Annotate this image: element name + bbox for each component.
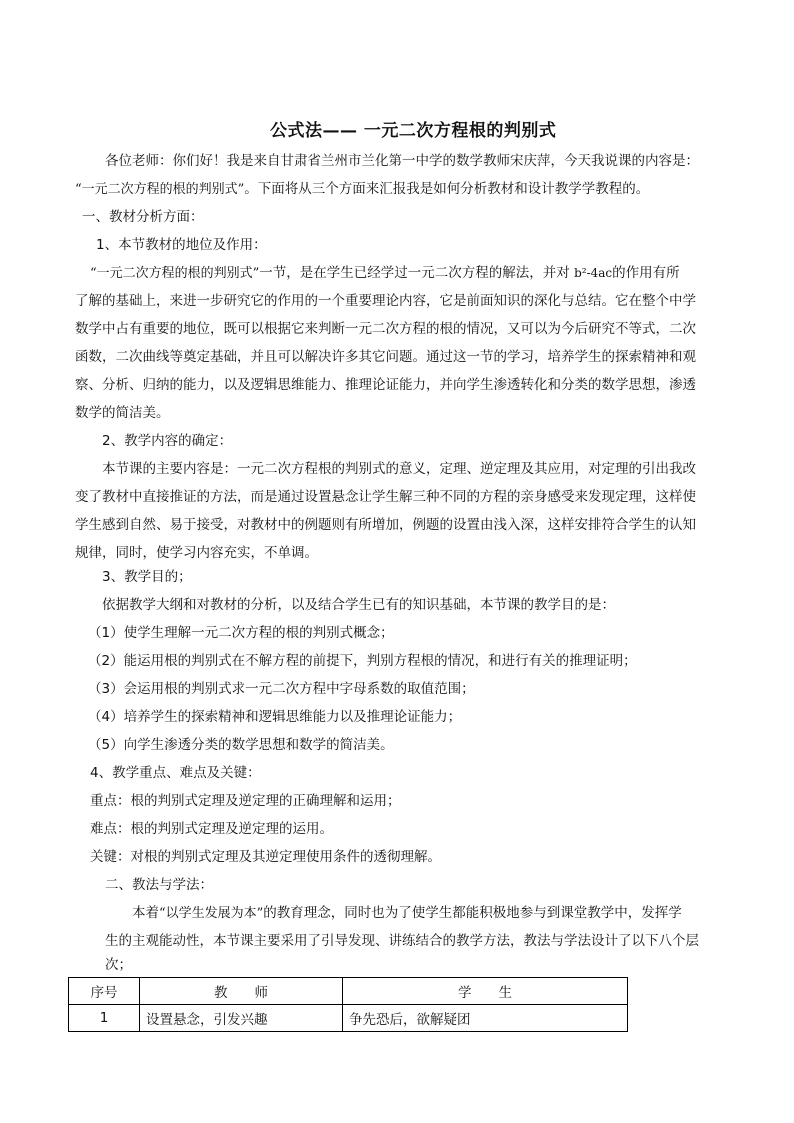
objective-item-3: （3）会运用根的判别式求一元二次方程中字母系数的取值范围；: [88, 681, 475, 697]
objective-item-5: （5）向学生渗透分类的数学思想和数学的简洁美。: [88, 737, 394, 753]
table-header-cell: 学 生: [343, 978, 628, 1005]
table-header-cell: 序号: [69, 978, 140, 1005]
sub4-heading: 4、教学重点、难点及关键：: [90, 765, 261, 781]
sub2-heading: 2、教学内容的确定：: [102, 433, 233, 449]
objective-item-2: （2）能运用根的判别式在不解方程的前提下，判别方程根的情况，和进行有关的推理证明；: [88, 653, 637, 669]
sub1-line-2: 了解的基础上，来进一步研究它的作用的一个重要理论内容，它是前面知识的深化与总结。它在整个中学: [75, 293, 696, 309]
table-cell: 争先恐后，欲解疑团: [343, 1005, 628, 1032]
intro-quote: “一元二次方程的根的判别式”: [75, 182, 245, 197]
sub3-heading: 3、教学目的；: [102, 569, 192, 585]
sub1-line-5: 察、分析、归纳的能力，以及逻辑思维能力、推理论证能力，并向学生渗透转化和分类的数学思想，渗透: [75, 377, 696, 393]
table-row: [69, 1005, 628, 1032]
sub1-quote: “一元二次方程的根的判别式”: [90, 266, 260, 281]
key-point: 重点：根的判别式定理及逆定理的正确理解和运用；: [90, 793, 401, 809]
table-header-row: [69, 978, 628, 1005]
table-cell: 设置悬念，引发兴趣: [140, 1005, 343, 1032]
sub2-line-4: 规律，同时，使学习内容充实，不单调。: [75, 545, 318, 561]
section2-heading: 二、教法与学法：: [105, 877, 213, 893]
objective-item-1: （1）使学生理解一元二次方程的根的判别式概念；: [88, 625, 394, 641]
sub1-line-1-mid: 一节，是在学生已经学过一元二次方程的解法，并对: [259, 265, 570, 281]
objective-item-4: （4）培养学生的探索精神和逻辑思维能力以及推理论证能力；: [88, 709, 462, 725]
sub2-line-2: 变了教材中直接推证的方法，而是通过设置悬念让学生解三种不同的方程的亲身感受来发现定理，这样使: [75, 489, 696, 505]
sub1-line-6: 数学的简洁美。: [75, 405, 170, 421]
intro-line-2-rest: 。下面将从三个方面来汇报我是如何分析教材和设计教学学教程的。: [244, 181, 650, 197]
sub1-line-1-end: 的作用有所: [612, 265, 680, 281]
sub1-heading: 1、本节教材的地位及作用：: [96, 237, 267, 253]
intro-line-2: [75, 179, 649, 200]
sub2-line-3: 学生感到自然、易于接受，对教材中的例题则有所增加，例题的设置由浅入深，这样安排符合学生的认知: [75, 517, 696, 533]
section1-heading: 一、教材分析方面：: [82, 209, 204, 225]
section2-line-3: 次；: [105, 957, 132, 973]
teaching-plan-table: [68, 977, 628, 1032]
section2-line-1: [132, 903, 682, 924]
sub3-intro: 依据教学大纲和对教材的分析，以及结合学生已有的知识基础，本节课的教学目的是：: [102, 597, 615, 613]
sub1-line-3: 数学中占有重要的地位，既可以根据它来判断一元二次方程的根的情况，又可以为今后研究不等式，二次: [75, 321, 696, 337]
difficult-point: 难点：根的判别式定理及逆定理的运用。: [90, 821, 333, 837]
section2-line-1-start: 本着: [132, 905, 159, 921]
document-title: 公式法—— 一元二次方程根的判别式: [270, 121, 557, 141]
sub1-line-1: [90, 263, 680, 284]
intro-line-1: 各位老师：你们好！我是来自甘肃省兰州市兰化第一中学的数学教师宋庆萍，今天我说课的内容是：: [105, 153, 699, 169]
table-cell: 1: [69, 1005, 140, 1032]
table-header-cell: 教 师: [140, 978, 343, 1005]
section2-line-1-rest: 的教育理念，同时也为了使学生都能积极地参与到课堂教学中，发挥学: [263, 905, 682, 921]
sub2-line-1: 本节课的主要内容是：一元二次方程根的判别式的意义，定理、逆定理及其应用，对定理的引出我改: [102, 461, 696, 477]
sub1-line-4: 函数，二次曲线等奠定基础，并且可以解决许多其它问题。通过这一节的学习，培养学生的探索精神和观: [75, 349, 696, 365]
section2-line-2: 生的主观能动性，本节课主要采用了引导发现、讲练结合的教学方法，教法与学法设计了以下八个层: [105, 933, 699, 949]
section2-quote: “以学生发展为本”: [159, 906, 264, 921]
discriminant-formula: b²-4ac: [574, 266, 613, 280]
crux-point: 关键：对根的判别式定理及其逆定理使用条件的透彻理解。: [90, 849, 441, 865]
